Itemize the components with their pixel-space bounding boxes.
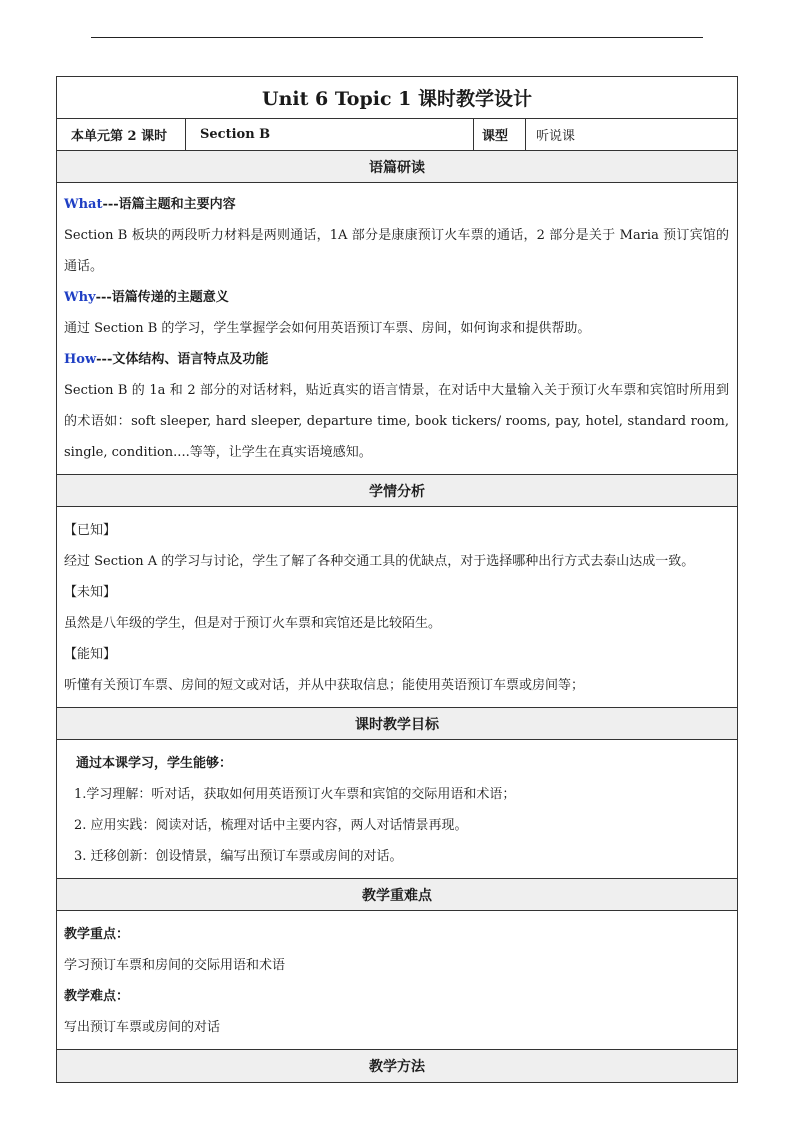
why-title: ---语篇传递的主题意义 — [95, 290, 229, 305]
unknown-label: 【未知】 — [64, 585, 117, 600]
lesson-number: 本单元第 2 课时 — [57, 119, 186, 150]
section-heading-text-study: 语篇研读 — [57, 151, 737, 183]
header-rule — [91, 37, 703, 38]
why-body: 通过 Section B 的学习，学生掌握学会如何用英语预订车票、房间，如何询求和提供帮助。 — [64, 321, 591, 336]
how-body: Section B 的 1a 和 2 部分的对话材料，贴近真实的语言情景，在对话中大量输入关于预订火车票和宾馆时所用到的术语如：soft sleeper, hard sleeper, departure time, book tickers/ rooms, pay, hotel, standard room, single, condition....等等，让学生在真实语境感知。 — [64, 383, 729, 460]
known-label: 【已知】 — [64, 523, 117, 538]
able-body: 听懂有关预订车票、房间的短文或对话，并从中获取信息；能使用英语预订车票或房间等； — [64, 678, 585, 693]
key-points-body — [57, 911, 737, 1050]
difficult-point-label: 教学难点： — [64, 989, 130, 1004]
unknown-body: 虽然是八年级的学生，但是对于预订火车票和宾馆还是比较陌生。 — [64, 616, 442, 631]
key-point-body: 学习预订车票和房间的交际用语和术语 — [64, 958, 286, 973]
document-title: Unit 6 Topic 1 课时教学设计 — [57, 77, 737, 119]
difficult-point-body: 写出预订车票或房间的对话 — [64, 1020, 221, 1035]
meta-row — [57, 119, 737, 151]
section-heading-objectives: 课时教学目标 — [57, 708, 737, 740]
how-title: ---文体结构、语言特点及功能 — [96, 352, 269, 367]
what-heading — [64, 189, 729, 220]
section-heading-learner-analysis: 学情分析 — [57, 475, 737, 507]
section-heading-methods: 教学方法 — [57, 1050, 737, 1082]
lesson-type-value: 听说课 — [536, 129, 576, 144]
section-name: Section B — [186, 119, 474, 150]
why-lead: Why — [64, 290, 96, 305]
objective-item: 3. 迁移创新：创设情景，编写出预订车票或房间的对话。 — [74, 849, 403, 864]
objectives-intro: 通过本课学习，学生能够： — [76, 756, 233, 771]
able-label: 【能知】 — [64, 647, 117, 662]
objective-item: 2. 应用实践：阅读对话，梳理对话中主要内容，两人对话情景再现。 — [74, 818, 468, 833]
what-title: ---语篇主题和主要内容 — [102, 197, 236, 212]
lesson-type-label: 课型 — [474, 119, 526, 150]
lesson-plan-table — [56, 76, 738, 1083]
how-lead: How — [64, 352, 97, 367]
text-study-body — [57, 183, 737, 475]
how-heading — [64, 344, 729, 375]
learner-analysis-body — [57, 507, 737, 708]
objective-item: 1.学习理解：听对话，获取如何用英语预订火车票和宾馆的交际用语和术语； — [74, 787, 516, 802]
known-body: 经过 Section A 的学习与讨论，学生了解了各种交通工具的优缺点，对于选择哪种出行方式去泰山达成一致。 — [64, 554, 695, 569]
what-lead: What — [64, 197, 103, 212]
what-body: Section B 板块的两段听力材料是两则通话，1A 部分是康康预订火车票的通话，2 部分是关于 Maria 预订宾馆的通话。 — [64, 228, 729, 274]
section-heading-key-points: 教学重难点 — [57, 879, 737, 911]
objectives-body — [57, 740, 737, 879]
why-heading — [64, 282, 729, 313]
key-point-label: 教学重点： — [64, 927, 130, 942]
